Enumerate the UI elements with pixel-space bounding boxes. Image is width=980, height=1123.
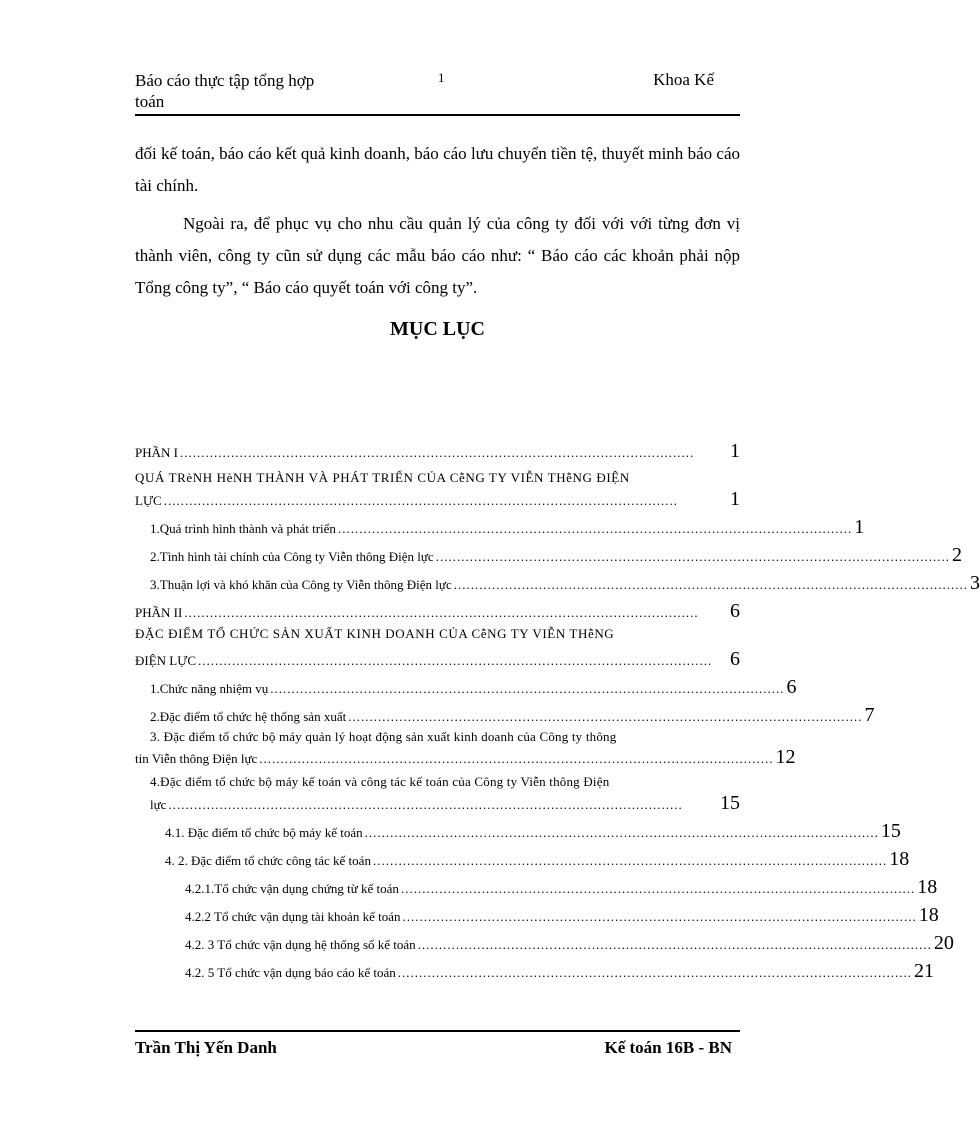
toc-leader: ......................................................................................................................... xyxy=(337,521,853,536)
toc-entry-2-4-2-2[interactable] xyxy=(185,904,939,928)
toc-entry-1-3[interactable] xyxy=(150,572,980,596)
toc-entry-page: 6 xyxy=(730,648,740,670)
toc-leader: ......................................................................................................................... xyxy=(402,909,917,924)
toc-leader: ......................................................................................................................... xyxy=(435,549,950,564)
header-title-line2: toán xyxy=(135,92,165,111)
toc-entry-2-3[interactable]: 3. Đặc điểm tổ chức bộ máy quản lý hoạt động sản xuất kinh doanh của Công ty thông xyxy=(150,729,617,744)
footer-class: Kế toán 16B - BN xyxy=(604,1038,732,1057)
paragraph-2: Ngoài ra, để phục vụ cho nhu cầu quản lý của công ty đối với với từng đơn vị thành viên, công ty cũn sử dụng các mẫu báo cáo như: “ Báo cáo các khoản phải nộp Tổng công ty”, “ Báo cáo quyết toán với công ty”. xyxy=(135,214,740,297)
toc-entry-2-4-end[interactable] xyxy=(150,792,740,816)
toc-leader: ......................................................................................................................... xyxy=(198,653,713,668)
toc-entry-label: 1.Chức năng nhiệm vụ xyxy=(150,681,269,696)
toc-leader: ......................................................................................................................... xyxy=(364,825,879,840)
toc-entry-label: ĐIỆN LỰC xyxy=(135,653,196,668)
toc-entry-1-2[interactable] xyxy=(150,544,962,568)
toc-entry-page: 1 xyxy=(730,440,740,462)
footer-author: Trần Thị Yến Danh xyxy=(135,1038,277,1057)
page-number: 1 xyxy=(438,70,445,85)
toc-leader: ......................................................................................................................... xyxy=(400,881,916,896)
toc-entry-part1-title[interactable]: QUÁ TRèNH HèNH THÀNH VÀ PHÁT TRIỂN CỦA CễNG TY VIỄN THễNG ĐIỆN xyxy=(135,470,630,485)
toc-entry-2-3-end[interactable] xyxy=(135,746,796,770)
toc-leader: ......................................................................................................................... xyxy=(184,605,699,620)
toc-entry-2-4-2-5[interactable] xyxy=(185,960,935,984)
toc-leader: ......................................................................................................................... xyxy=(168,797,683,812)
toc-entry-page: 18 xyxy=(889,848,910,870)
toc-entry-2-4-2[interactable] xyxy=(165,848,910,872)
toc-entry-page: 15 xyxy=(880,820,901,842)
toc-leader: ......................................................................................................................... xyxy=(163,493,678,508)
toc-entry-label: 4. 2. Đặc điểm tổ chức công tác kế toán xyxy=(165,853,371,868)
toc-entry-2-1[interactable] xyxy=(150,676,797,700)
toc-entry-page: 15 xyxy=(720,792,740,814)
toc-leader: ......................................................................................................................... xyxy=(417,937,932,952)
toc-entry-label: 4.2.1.Tổ chức vận dụng chứng từ kế toán xyxy=(185,881,399,896)
toc-entry-part2[interactable] xyxy=(135,600,740,624)
header-department: Khoa Kế xyxy=(653,70,714,89)
toc-entry-label: 2.Đặc điểm tổ chức hệ thống sản xuất xyxy=(150,709,347,724)
toc-leader: ......................................................................................................................... xyxy=(453,577,968,592)
toc-entry-2-4[interactable]: 4.Đặc điểm tổ chức bộ máy kế toán và công tác kế toán của Công ty Viễn thông Điện xyxy=(150,774,610,789)
header-title xyxy=(135,70,365,112)
toc-entry-page: 18 xyxy=(917,876,938,898)
toc-entry-label: 2.Tình hình tài chính của Công ty Viễn thông Điện lực xyxy=(150,549,434,564)
toc-heading: MỤC LỤC xyxy=(390,318,485,340)
toc-entry-2-2[interactable] xyxy=(150,704,875,728)
header-title-line1: Báo cáo thực tập tổng hợp xyxy=(135,71,315,90)
toc-entry-label: 4.2. 3 Tổ chức vận dụng hệ thống sổ kế toán xyxy=(185,937,416,952)
toc-leader: ......................................................................................................................... xyxy=(397,965,913,980)
toc-entry-label: PHẦN I xyxy=(135,445,178,460)
toc-entry-part2-title[interactable]: ĐẶC ĐIỂM TỔ CHỨC SẢN XUẤT KINH DOANH CỦA CễNG TY VIỄN THễNG xyxy=(135,626,615,641)
toc-entry-page: 1 xyxy=(854,516,865,538)
toc-entry-page: 6 xyxy=(786,676,797,698)
toc-entry-label: LỰC xyxy=(135,493,162,508)
toc-entry-label: 3.Thuận lợi và khó khăn của Công ty Viễn thông Điện lực xyxy=(150,577,452,592)
toc-leader: ......................................................................................................................... xyxy=(179,445,695,460)
toc-entry-page: 7 xyxy=(864,704,875,726)
toc-entry-1-1[interactable] xyxy=(150,516,865,540)
toc-entry-page: 18 xyxy=(918,904,939,926)
toc-leader: ......................................................................................................................... xyxy=(372,853,888,868)
toc-entry-label: PHẦN II xyxy=(135,605,183,620)
toc-entry-label: lực xyxy=(150,797,167,812)
toc-entry-page: 3 xyxy=(970,572,980,594)
toc-entry-page: 6 xyxy=(730,600,740,622)
toc-entry-part1-title-end[interactable] xyxy=(135,488,740,512)
toc-entry-page: 20 xyxy=(933,932,954,954)
toc-entry-page: 21 xyxy=(914,960,935,982)
toc-entry-2-4-1[interactable] xyxy=(165,820,901,844)
page-footer xyxy=(135,1030,740,1057)
toc-leader: ......................................................................................................................... xyxy=(270,681,785,696)
paragraph-1: đối kế toán, báo cáo kết quả kinh doanh, báo cáo lưu chuyển tiền tệ, thuyết minh báo cáo tài chính. xyxy=(135,144,740,195)
toc-entry-page: 1 xyxy=(730,488,740,510)
toc-leader: ......................................................................................................................... xyxy=(348,709,863,724)
toc-leader: ......................................................................................................................... xyxy=(259,751,774,766)
toc-entry-label: tin Viễn thông Điện lực xyxy=(135,751,258,766)
page-header xyxy=(135,68,740,116)
toc-entry-2-4-2-1[interactable] xyxy=(185,876,938,900)
toc-entry-label: 4.2. 5 Tổ chức vận dụng báo cáo kế toán xyxy=(185,965,396,980)
toc-entry-label: 4.2.2 Tổ chức vận dụng tài khoản kế toán xyxy=(185,909,401,924)
toc-entry-part1[interactable] xyxy=(135,440,740,464)
toc-entry-page: 2 xyxy=(951,544,962,566)
toc-entry-page: 12 xyxy=(775,746,796,768)
toc-entry-2-4-2-3[interactable] xyxy=(185,932,954,956)
toc-entry-label: 4.1. Đặc điểm tổ chức bộ máy kế toán xyxy=(165,825,363,840)
toc-entry-label: 1.Quá trình hình thành và phát triển xyxy=(150,521,336,536)
toc-entry-part2-title-end[interactable] xyxy=(135,648,740,672)
